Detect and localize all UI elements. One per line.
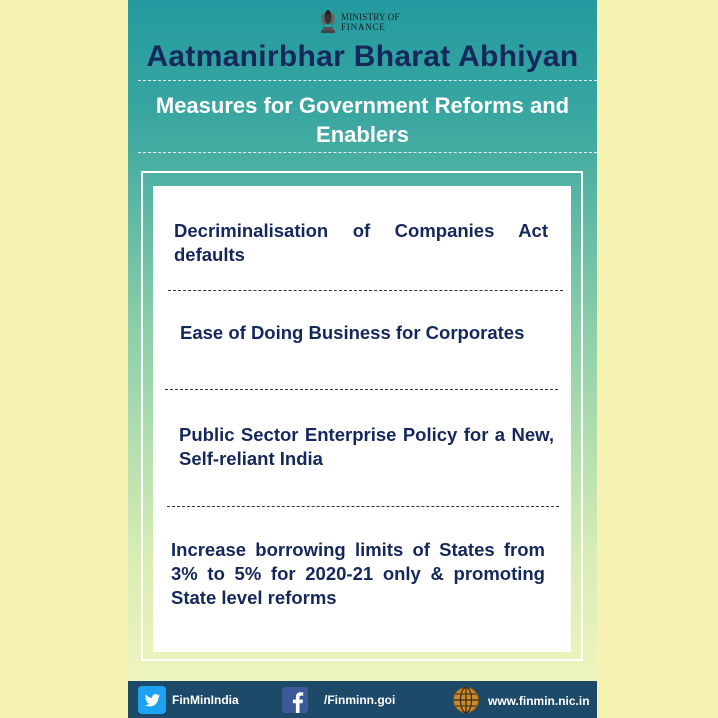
facebook-page[interactable]: /Finminn.goi <box>324 693 396 707</box>
website-link[interactable]: www.finmin.nic.in <box>488 694 590 708</box>
logo-line-2: FINANCE <box>341 22 386 32</box>
logo-text <box>341 12 400 32</box>
measure-divider <box>168 290 563 291</box>
globe-icon[interactable] <box>452 686 480 714</box>
emblem-icon <box>318 9 338 35</box>
measure-item: Increase borrowing limits of States from 3% to 5% for 2020-21 only & promoting State level reforms <box>171 539 545 608</box>
page-title: Aatmanirbhar Bharat Abhiyan <box>146 40 579 73</box>
twitter-icon[interactable] <box>138 686 166 714</box>
measure-item: Public Sector Enterprise Policy for a New, Self-reliant India <box>179 424 554 469</box>
title-divider <box>138 80 597 81</box>
measure-item: Decriminalisation of Companies Act defaults <box>174 220 548 265</box>
facebook-icon[interactable] <box>282 687 308 713</box>
ministry-logo <box>318 9 408 35</box>
logo-line-1: MINISTRY OF <box>341 12 400 22</box>
twitter-handle[interactable]: FinMinIndia <box>172 693 239 707</box>
subtitle-divider <box>138 152 597 153</box>
measure-divider <box>165 389 558 390</box>
measure-item: Ease of Doing Business for Corporates <box>180 322 525 343</box>
measure-divider <box>167 506 559 507</box>
page-subtitle: Measures for Government Reforms and Enablers <box>155 93 570 147</box>
